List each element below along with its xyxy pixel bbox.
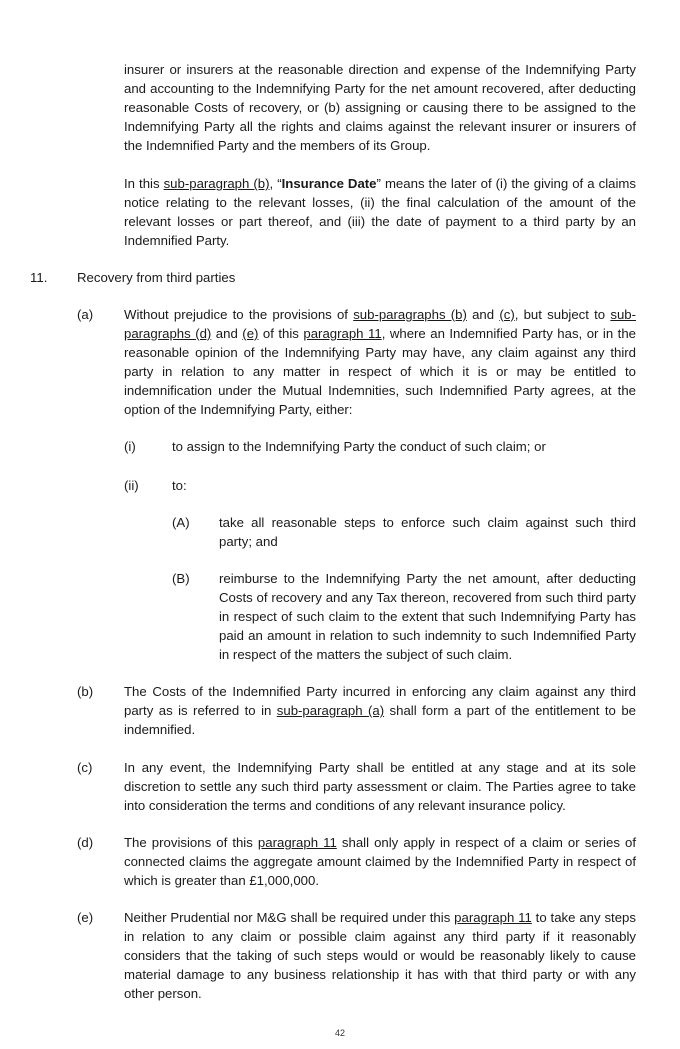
subclause-ii-text: to: [172,478,187,493]
clause-label-b: (b) [77,684,94,699]
item-label-A: (A) [172,515,190,530]
intro-paragraph-1 [124,60,636,155]
cross-ref: (e) [242,326,259,341]
cross-ref: (c) [499,307,515,322]
clause-label-a: (a) [77,307,94,322]
clause-e-text [124,908,636,1003]
cross-ref: paragraph 11 [454,910,532,925]
cross-ref: sub-paragraph (a) [276,703,385,718]
clause-label-d: (d) [77,835,94,850]
item-label-B: (B) [172,571,190,586]
text-run: shall form a part of the entitlement to be indemnified. [124,703,636,737]
subclause-label-i: (i) [124,439,136,454]
item-B-text: reimburse to the Indemnifying Party the net amount, after deducting Costs of recovery and any Tax thereon, recovered from such third party in respect of such claim to the extent that such Indemnifying Party has paid an amount in relation to such indemnity to such Indemnified Party in respect of the matters the subject of such claim. [219,571,636,662]
text-run: and [211,326,243,341]
clause-d-text [124,833,636,890]
clause-a-text [124,305,636,419]
text-run: Neither Prudential nor M&G shall be required under this [124,910,455,925]
text-run: , where an Indemnified Party has, or in the reasonable opinion of the Indemnifying Party may have, any claim against any third party in relation to any matter in respect of which it is or may be entitled to indemnification under the Mutual Indemnities, such Indemnified Party agrees, at the option of the Indemnifying Party, either: [124,326,636,417]
clause-c-text: In any event, the Indemnifying Party shall be entitled at any stage and at its sole discretion to settle any such third party assessment or claim. The Parties agree to take into consideration the terms and conditions of any relevant insurance policy. [124,760,636,813]
text-run: ” means the later of (i) the giving of a claims notice relating to the relevant losses, (ii) the final calculation of the amount of the relevant losses or part thereof, and (iii) the date of payment to a third party by an Indemnified Party. [124,176,636,248]
clause-label-e: (e) [77,910,94,925]
text-run: , but subject to [514,307,611,322]
item-A-text: take all reasonable steps to enforce such claim against such third party; and [219,515,636,549]
section-heading: Recovery from third parties [77,270,236,285]
text-run: shall only apply in respect of a claim or series of connected claims the aggregate amount claimed by the Indemnified Party in respect of which is greater than £1,000,000. [124,835,636,888]
text-run: In this [124,176,164,191]
section-number: 11. [30,270,48,285]
insurance-date-definition [124,174,636,250]
cross-ref: sub-paragraphs (d) [124,307,636,341]
text-run: The Costs of the Indemnified Party incurred in enforcing any claim against any third party as is referred to in [124,684,636,718]
text-run: The provisions of this [124,835,258,850]
text-run: Without prejudice to the provisions of [124,307,354,322]
subclause-label-ii: (ii) [124,478,139,493]
page-number: 42 [334,1028,345,1038]
cross-ref: sub-paragraphs (b) [353,307,467,322]
clause-b-text [124,682,636,739]
cross-ref-sub-paragraph-b: sub-paragraph (b) [163,176,270,191]
intro-paragraph-1-text: insurer or insurers at the reasonable direction and expense of the Indemnifying Party and accounting to the Indemnifying Party for the net amount recovered, after deducting reasonable Costs of recovery, or (b) assigning or causing there to be assigned to the Indemnifying Party all the rights and claims against the relevant insurer or insurers of the Indemnified Party and the members of its Group. [124,62,636,153]
text-run: to take any steps in relation to any claim or possible claim against any third party if it reasonably considers that the taking of such steps would or would be reasonably likely to cause material damage to any business relationship it has with that third party or with any other person. [124,910,636,1001]
text-run: and [466,307,500,322]
defined-term-insurance-date: Insurance Date [281,176,377,191]
cross-ref: paragraph 11 [257,835,337,850]
cross-ref: paragraph 11 [303,326,382,341]
subclause-i-text: to assign to the Indemnifying Party the conduct of such claim; or [172,439,546,454]
text-run: , “ [269,176,282,191]
clause-label-c: (c) [77,760,93,775]
text-run: of this [258,326,304,341]
